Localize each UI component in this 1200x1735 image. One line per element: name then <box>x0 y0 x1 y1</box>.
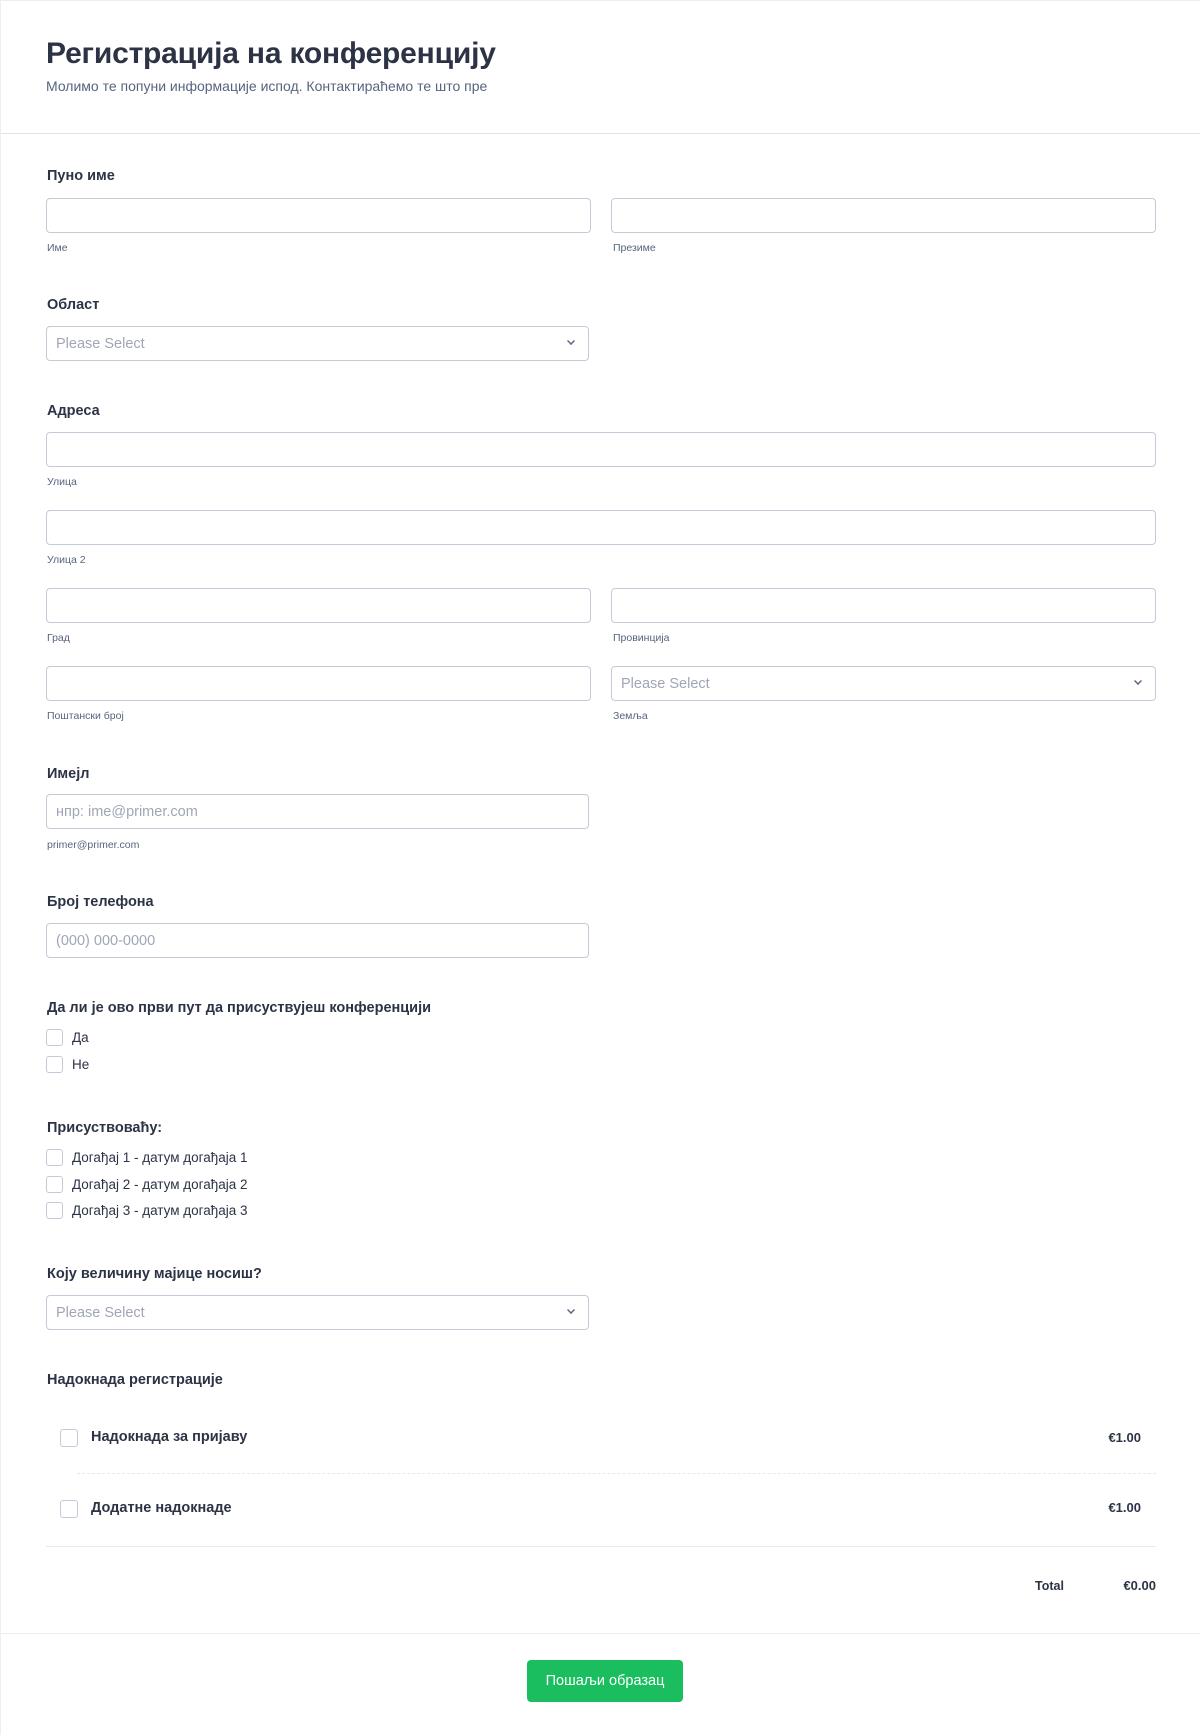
phone-label: Број телефона <box>47 894 154 910</box>
product-divider <box>77 1473 1156 1474</box>
fees-label: Надокнада регистрације <box>47 1372 223 1388</box>
product-1-price: €1.00 <box>1108 1430 1141 1445</box>
country-select-value: Please Select <box>621 675 710 692</box>
street-input[interactable] <box>46 432 1156 467</box>
chevron-down-icon <box>567 1306 575 1314</box>
province-sublabel: Провинција <box>613 632 670 644</box>
postal-code-sublabel: Поштански број <box>47 710 124 722</box>
street-sublabel: Улица <box>47 476 77 488</box>
page-subtitle: Молимо те попуни информације испод. Контактираћемо те што пре <box>46 78 488 94</box>
product-1-checkbox[interactable] <box>60 1429 78 1447</box>
phone-input[interactable] <box>46 923 589 958</box>
city-input[interactable] <box>46 588 591 623</box>
street2-sublabel: Улица 2 <box>47 554 86 566</box>
email-input[interactable] <box>46 794 589 829</box>
total-value: €0.00 <box>1123 1578 1156 1593</box>
event-2-label: Догађај 2 - датум догађаја 2 <box>72 1177 248 1192</box>
email-sublabel: primer@primer.com <box>47 839 140 851</box>
full-name-label: Пуно име <box>47 168 115 184</box>
area-select[interactable] <box>46 326 589 361</box>
chevron-down-icon <box>567 337 575 345</box>
province-input[interactable] <box>611 588 1156 623</box>
attend-label: Присуствоваћу: <box>47 1120 163 1136</box>
last-name-input[interactable] <box>611 198 1156 233</box>
event-2-checkbox[interactable] <box>46 1176 63 1193</box>
last-name-sublabel: Презиме <box>613 242 656 254</box>
first-time-yes-checkbox[interactable] <box>46 1029 63 1046</box>
product-1-name: Надокнада за пријаву <box>91 1429 248 1445</box>
country-sublabel: Земља <box>613 710 648 722</box>
country-select[interactable] <box>611 666 1156 701</box>
product-2-price: €1.00 <box>1108 1500 1141 1515</box>
chevron-down-icon <box>1134 677 1142 685</box>
area-select-value: Please Select <box>56 335 145 352</box>
footer-divider <box>1 1633 1200 1634</box>
area-label: Област <box>47 297 100 313</box>
first-time-no-checkbox[interactable] <box>46 1056 63 1073</box>
total-label: Total <box>1035 1579 1064 1593</box>
header-divider <box>1 133 1200 134</box>
address-label: Адреса <box>47 403 100 419</box>
street2-input[interactable] <box>46 510 1156 545</box>
first-time-yes-label: Да <box>72 1030 89 1045</box>
tshirt-label: Коју величину мајице носиш? <box>47 1266 262 1282</box>
event-1-label: Догађај 1 - датум догађаја 1 <box>72 1150 248 1165</box>
product-2-name: Додатне надокнаде <box>91 1500 232 1516</box>
product-2-checkbox[interactable] <box>60 1500 78 1518</box>
phone-placeholder: (000) 000-0000 <box>56 932 156 949</box>
first-time-label: Да ли је ово први пут да присуствујеш конференцији <box>47 1000 432 1016</box>
products-divider <box>46 1546 1156 1547</box>
email-placeholder: нпр: ime@primer.com <box>56 803 198 820</box>
postal-code-input[interactable] <box>46 666 591 701</box>
page-title: Регистрација на конференцију <box>46 37 496 70</box>
event-1-checkbox[interactable] <box>46 1149 63 1166</box>
first-name-sublabel: Име <box>47 242 68 254</box>
tshirt-select[interactable] <box>46 1295 589 1330</box>
first-time-no-label: Не <box>72 1057 90 1072</box>
email-label: Имејл <box>47 766 90 782</box>
event-3-checkbox[interactable] <box>46 1202 63 1219</box>
submit-button[interactable]: Пошаљи образац <box>527 1660 683 1702</box>
tshirt-select-value: Please Select <box>56 1304 145 1321</box>
event-3-label: Догађај 3 - датум догађаја 3 <box>72 1203 248 1218</box>
city-sublabel: Град <box>47 632 70 644</box>
first-name-input[interactable] <box>46 198 591 233</box>
